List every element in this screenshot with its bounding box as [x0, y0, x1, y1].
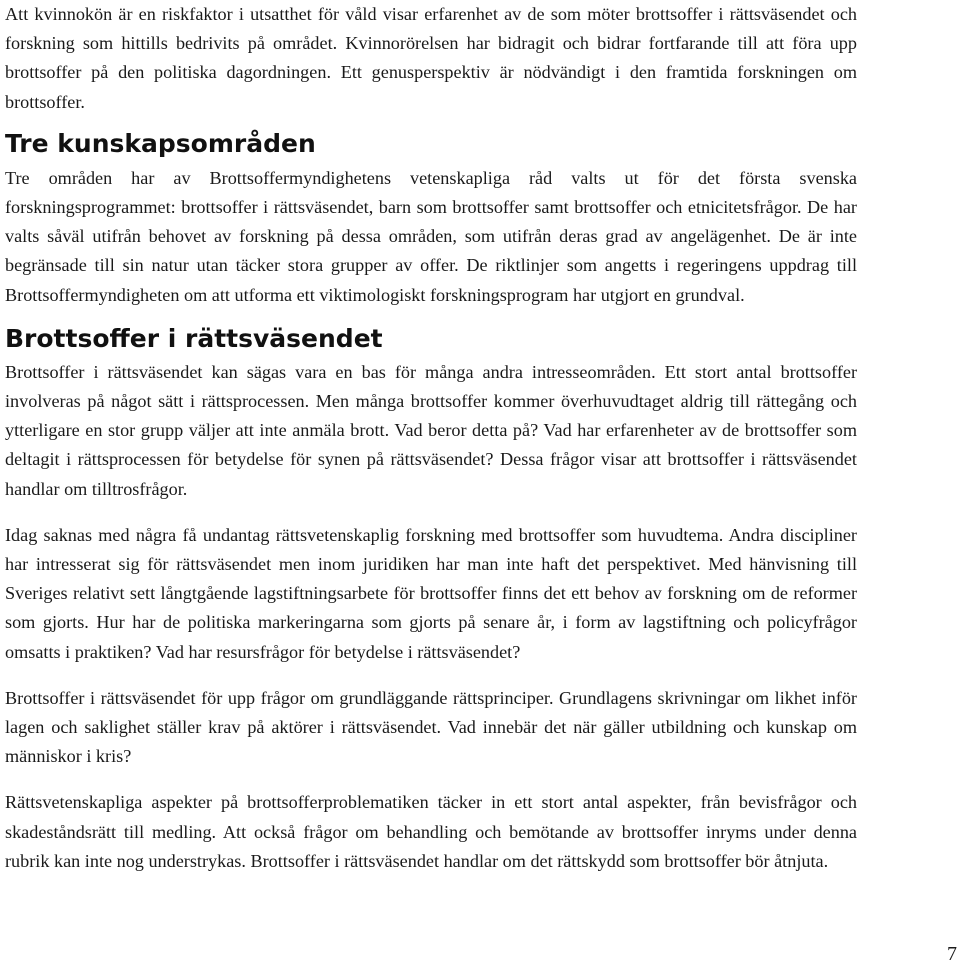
page-number: 7	[947, 943, 957, 965]
section-heading-kunskapsomraden: Tre kunskapsområden	[5, 128, 316, 158]
section-paragraph: Brottsoffer i rättsväsendet kan sägas vara en bas för många andra intresseområden. Ett stort antal brottsoffer involveras på något sätt i rättsprocessen. Men många brottsoffer kommer överhuvudtaget aldrig till rättegång och ytterligare en stor grupp väljer att inte anmäla brott. Vad beror detta på? Vad har erfarenheter av de brottsoffer som deltagit i rättsprocessen för betydelse för synen på rättsväsendet? Dessa frågor visar att brottsoffer i rättsväsendet handlar om tilltrosfrågor.	[5, 361, 857, 499]
section-paragraph: Tre områden har av Brottsoffermyndighetens vetenskapliga råd valts ut för det första svenska forskningsprogrammet: brottsoffer i rättsväsendet, barn som brottsoffer samt brottsoffer och etnicitetsfrågor. De har valts såväl utifrån behovet av forskning på dessa områden, som utifrån deras grad av angelägenhet. De är inte begränsade till sin natur utan täcker stora grupper av offer. De riktlinjer som angetts i regeringens uppdrag till Brottsoffermyndigheten om att utforma ett viktimologiskt forskningsprogram har utgjort en grundval.	[5, 167, 857, 305]
section-paragraph: Rättsvetenskapliga aspekter på brottsofferproblematiken täcker in ett stort antal aspekter, från bevisfrågor och skadeståndsrätt till medling. Att också frågor om behandling och bemötande av brottsoffer inryms under denna rubrik kan inte nog understrykas. Brottsoffer i rättsväsendet handlar om det rättskydd som brottsoffer bör åtnjuta.	[5, 792, 857, 871]
section-paragraph: Idag saknas med några få undantag rättsvetenskaplig forskning med brottsoffer som huvudtema. Andra discipliner har intresserat sig för rättsväsendet men inom juridiken har man inte haft det perspektivet. Med hänvisning till Sveriges relativt sett långtgående lagstiftningsarbete för brottsoffer finns det ett behov av forskning om de reformer som gjorts. Hur har de politiska markeringarna som gjorts på senare år, i form av lagstiftning och policyfrågor omsatts i praktiken? Vad har resursfrågor för betydelse i rättsväsendet?	[5, 524, 857, 662]
section-heading-rattsvasendet: Brottsoffer i rättsväsendet	[5, 323, 383, 353]
intro-paragraph: Att kvinnokön är en riskfaktor i utsatthet för våld visar erfarenhet av de som möter brottsoffer i rättsväsendet och forskning som hittills bedrivits på området. Kvinnorörelsen har bidragit och bidrar fortfarande till att föra upp brottsoffer på den politiska dagordningen. Ett genusperspektiv är nödvändigt i den framtida forskningen om brottsoffer.	[5, 4, 857, 112]
section-paragraph: Brottsoffer i rättsväsendet för upp frågor om grundläggande rättsprinciper. Grundlagens skrivningar om likhet inför lagen och saklighet ställer krav på aktörer i rättsväsendet. Vad innebär det när gäller utbildning och kunskap om människor i kris?	[5, 687, 857, 767]
document-body	[5, 0, 857, 876]
